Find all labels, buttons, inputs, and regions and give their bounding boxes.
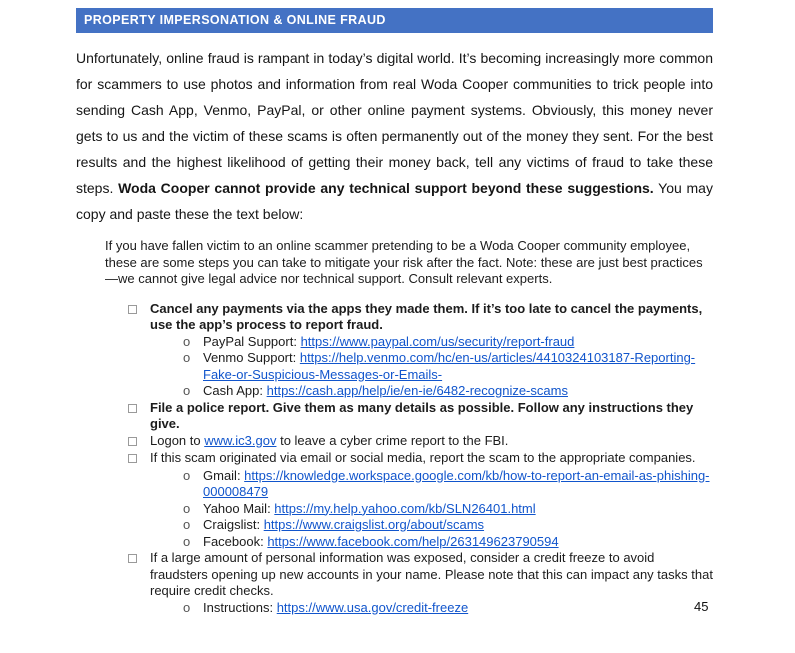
- list-item-text: [203, 600, 713, 617]
- text-run: Yahoo Mail:: [203, 500, 275, 516]
- list-item-text: [150, 301, 713, 334]
- square-bullet-icon: [128, 550, 150, 568]
- list-item-text: [203, 383, 713, 400]
- note-paragraph: If you have fallen victim to an online scammer pretending to be a Woda Cooper community employee, these are some steps you can take to mitigate your risk after the fact. Note: these are just best practices—we cannot give legal advice nor technical support. Consult relevant experts.: [105, 238, 703, 286]
- list-item-text: [203, 534, 713, 551]
- text-run: Logon to: [150, 432, 205, 448]
- square-bullet-icon: [128, 433, 150, 451]
- list-item-text: [150, 400, 713, 433]
- square-bullet-icon: [128, 400, 150, 418]
- list-item: [128, 450, 713, 468]
- list-item: [128, 433, 713, 451]
- square-bullet-icon: [128, 301, 150, 319]
- hyperlink[interactable]: https://www.usa.gov/credit-freeze: [276, 599, 469, 615]
- document-body: [76, 8, 713, 616]
- text-run: Craigslist:: [203, 517, 264, 532]
- list-item-text: [203, 334, 713, 351]
- text-run: PayPal Support:: [203, 333, 301, 349]
- list-item-text: [150, 450, 713, 467]
- text-run: Cancel any payments via the apps they made them. If it’s too late to cancel the payments, use the app’s process to report fraud.: [150, 300, 703, 332]
- circle-bullet-icon: o: [183, 599, 191, 615]
- text-run: You may copy and paste these the text below:: [76, 180, 713, 222]
- steps-list: [76, 301, 713, 617]
- text-run: Facebook:: [203, 533, 268, 549]
- list-item: [183, 517, 713, 534]
- hyperlink[interactable]: https://knowledge.workspace.google.com/kb/how-to-report-an-email-as-phishing-000008479: [203, 467, 710, 499]
- hyperlink[interactable]: https://www.facebook.com/help/263149623790594: [267, 533, 559, 549]
- list-item: [183, 468, 713, 501]
- text-run: Unfortunately, online fraud is rampant in today’s digital world. It’s becoming increasingly more common for scammers to use photos and information from real Woda Cooper communities to trick people into sending Cash App, Venmo, PayPal, or other online payment systems. Obviously, this money never gets to us and the victim of these scams is often permanently out of the money they sent. For the best results and the highest likelihood of getting their money back, tell any victims of fraud to take these steps.: [76, 50, 713, 196]
- text-run: Woda Cooper cannot provide any technical support beyond these suggestions.: [118, 180, 654, 196]
- text-run: If this scam originated via email or social media, report the scam to the appropriate companies.: [150, 450, 696, 465]
- page-number: 45: [694, 599, 709, 614]
- square-bullet-glyph: [128, 437, 137, 446]
- hyperlink[interactable]: https://my.help.yahoo.com/kb/SLN26401.html: [274, 500, 536, 516]
- hyperlink[interactable]: https://www.craigslist.org/about/scams: [263, 517, 485, 532]
- list-item-text: [203, 517, 713, 534]
- list-item-text: [203, 350, 713, 383]
- square-bullet-glyph: [128, 404, 137, 413]
- square-bullet-glyph: [128, 554, 137, 563]
- hyperlink[interactable]: www.ic3.gov: [204, 432, 277, 448]
- list-item: [183, 534, 713, 551]
- text-run: Cash App:: [203, 383, 267, 398]
- intro-paragraph: [76, 45, 713, 227]
- section-title: PROPERTY IMPERSONATION & ONLINE FRAUD: [84, 13, 386, 27]
- list-item-text: [150, 433, 713, 450]
- text-run: If a large amount of personal information was exposed, consider a credit freeze to avoid fraudsters opening up new accounts in your name. Please note that this can impact any tasks that require credit checks.: [150, 550, 713, 598]
- list-item-text: [150, 550, 713, 600]
- hyperlink[interactable]: https://www.paypal.com/us/security/report-fraud: [300, 333, 575, 349]
- list-item: [183, 383, 713, 400]
- square-bullet-glyph: [128, 305, 137, 314]
- text-run: Gmail:: [203, 467, 245, 483]
- circle-bullet-icon: o: [183, 533, 191, 549]
- square-bullet-icon: [128, 450, 150, 468]
- circle-bullet-icon: o: [183, 383, 191, 398]
- text-run: File a police report. Give them as many details as possible. Follow any instructions they give.: [150, 399, 694, 431]
- circle-bullet-icon: o: [183, 517, 191, 532]
- section-header-bar: [76, 8, 713, 33]
- text-run: Instructions:: [203, 599, 277, 615]
- circle-bullet-icon: o: [183, 350, 191, 365]
- list-item: [128, 301, 713, 334]
- list-item-text: [203, 468, 713, 501]
- circle-bullet-icon: o: [183, 500, 191, 516]
- square-bullet-glyph: [128, 454, 137, 463]
- text-run: Venmo Support:: [203, 350, 300, 365]
- circle-bullet-icon: o: [183, 333, 191, 349]
- text-run: to leave a cyber crime report to the FBI.: [276, 432, 509, 448]
- list-item: [128, 400, 713, 433]
- hyperlink[interactable]: https://cash.app/help/ie/en-ie/6482-recognize-scams: [266, 383, 568, 398]
- list-item: [128, 550, 713, 600]
- list-item: [183, 350, 713, 383]
- list-item-text: [203, 501, 713, 518]
- hyperlink[interactable]: https://help.venmo.com/hc/en-us/articles/4410324103187-Reporting-Fake-or-Suspicious-Messages-or-Emails-: [203, 350, 696, 382]
- list-item: [183, 600, 713, 617]
- circle-bullet-icon: o: [183, 467, 191, 483]
- list-item: [183, 501, 713, 518]
- list-item: [183, 334, 713, 351]
